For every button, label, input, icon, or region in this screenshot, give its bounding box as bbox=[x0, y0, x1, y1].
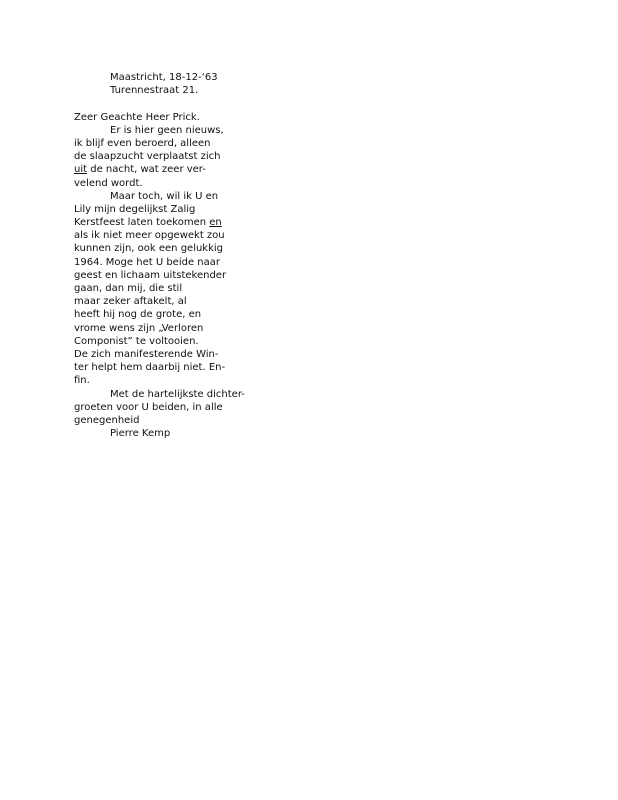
body-line: groeten voor U beiden, in alle bbox=[74, 401, 223, 413]
body-line: velend wordt. bbox=[74, 177, 143, 189]
body-line: Componist” te voltooien. bbox=[74, 335, 199, 347]
body-line bbox=[74, 216, 294, 229]
body-line: als ik niet meer opgewekt zou bbox=[74, 230, 225, 242]
salutation: Zeer Geachte Heer Prick. bbox=[74, 111, 200, 123]
body-line: Er is hier geen nieuws, bbox=[110, 124, 224, 136]
body-line bbox=[74, 163, 294, 176]
body-line: ter helpt hem daarbij niet. En- bbox=[74, 362, 226, 374]
body-text: Kerstfeest laten toekomen bbox=[74, 217, 210, 229]
body-line: 1964. Moge het U beide naar bbox=[74, 256, 220, 268]
body-line: De zich manifesterende Win- bbox=[74, 348, 219, 360]
body-line: heeft hij nog de grote, en bbox=[74, 309, 202, 321]
body-line: fin. bbox=[74, 375, 90, 387]
body-line: maar zeker aftakelt, al bbox=[74, 296, 187, 308]
address: Turennestraat 21. bbox=[110, 85, 199, 97]
place-date: Maastricht, 18-12-‘63 bbox=[110, 72, 218, 83]
signature: Pierre Kemp bbox=[110, 428, 171, 440]
body-line: kunnen zijn, ook een gelukkig bbox=[74, 243, 224, 255]
underlined-word: uit bbox=[74, 164, 88, 176]
body-line: Maar toch, wil ik U en bbox=[110, 190, 219, 202]
underlined-word: en bbox=[209, 217, 222, 229]
body-line: de slaapzucht verplaatst zich bbox=[74, 151, 221, 163]
blank-line bbox=[74, 97, 294, 110]
body-line: ik blijf even beroerd, alleen bbox=[74, 137, 211, 149]
letter-text bbox=[74, 71, 294, 440]
body-line: gaan, dan mij, die stil bbox=[74, 283, 183, 294]
body-line: Lily mijn degelijkst Zalig bbox=[74, 203, 196, 215]
body-line: vrome wens zijn „Verloren bbox=[74, 322, 204, 334]
body-line: genegenheid bbox=[74, 414, 140, 426]
body-line: Met de hartelijkste dichter- bbox=[110, 388, 245, 400]
body-line: geest en lichaam uitstekender bbox=[74, 269, 227, 281]
body-text: de nacht, wat zeer ver- bbox=[87, 164, 206, 176]
